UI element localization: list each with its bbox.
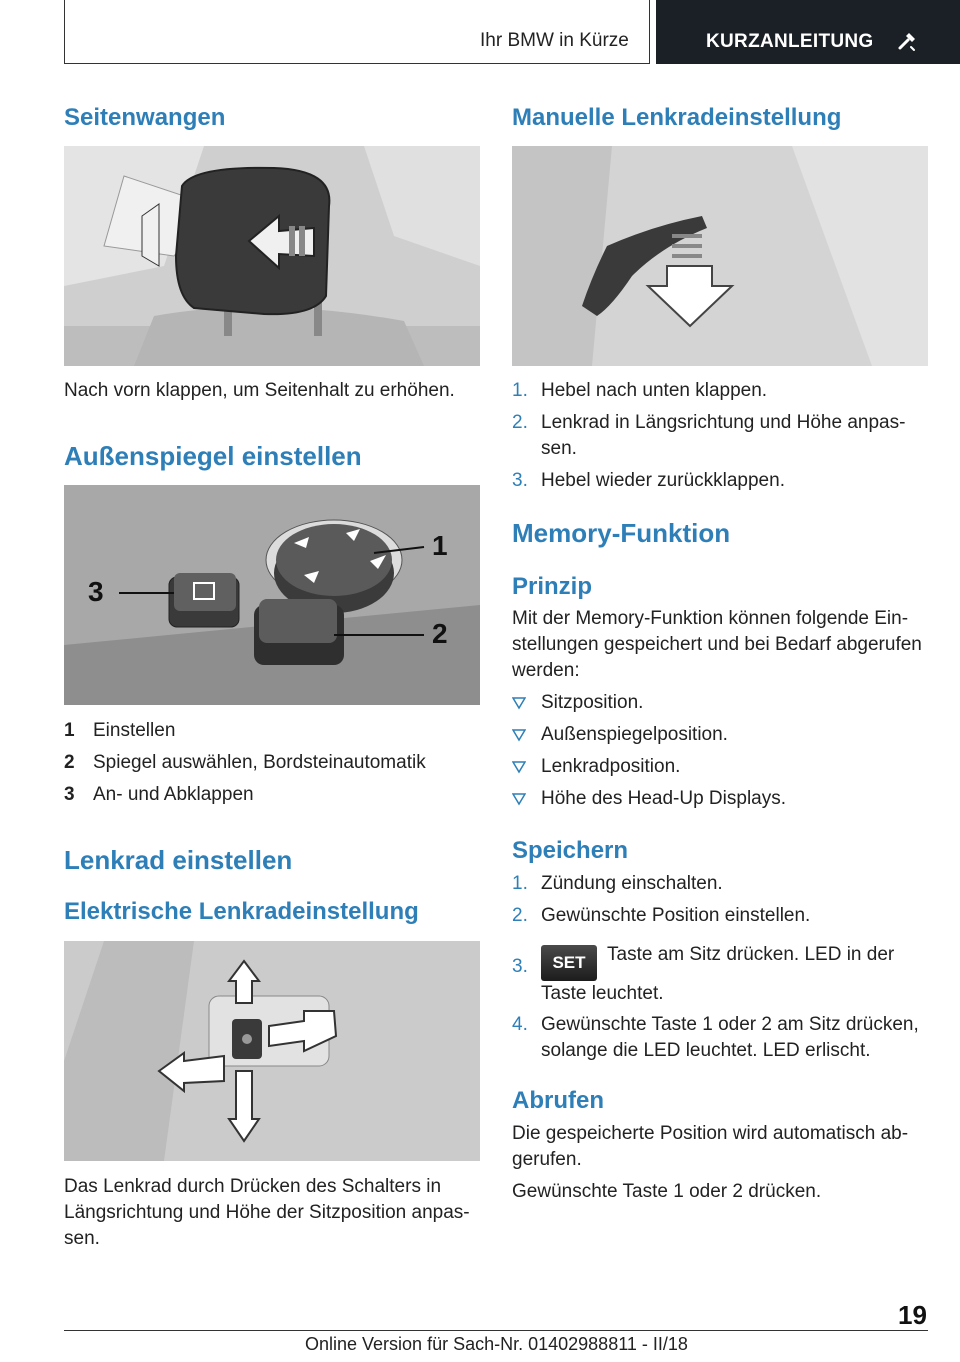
footer-divider xyxy=(64,1330,928,1331)
triangle-bullet-icon xyxy=(512,792,526,806)
step-number: 4. xyxy=(512,1014,528,1035)
heading-lenkrad: Lenkrad einstellen xyxy=(64,845,293,875)
set-button-icon: SET xyxy=(541,945,597,981)
step-text: Taste am Sitz drücken. LED in der Taste leuchtet. xyxy=(541,944,895,1004)
figure-label-2: 2 xyxy=(432,618,448,649)
heading-seitenwangen: Seitenwangen xyxy=(64,104,226,131)
step-number: 1. xyxy=(512,873,528,894)
abrufen-text: Die gespeicherte Position wird automatisch ab‐gerufen. xyxy=(512,1123,909,1170)
step-content xyxy=(541,942,929,1007)
legend-number: 1 xyxy=(64,720,75,741)
abrufen-text-2: Gewünschte Taste 1 oder 2 drücken. xyxy=(512,1181,822,1202)
heading-memory: Memory-Funktion xyxy=(512,518,731,548)
step-text: Zündung einschalten. xyxy=(541,873,723,894)
figure-manuell xyxy=(512,146,928,366)
step-text: Hebel wieder zurückklappen. xyxy=(541,470,785,491)
caption-seitenwangen: Nach vorn klappen, um Seitenhalt zu erhöhen. xyxy=(64,380,455,401)
figure-elektrisch xyxy=(64,941,480,1161)
lever-illustration xyxy=(512,146,928,366)
figure-label-3: 3 xyxy=(88,576,104,607)
step-text: Gewünschte Taste 1 oder 2 am Sitz drücken, solange die LED leuchtet. LED erlischt. xyxy=(541,1014,919,1061)
legend-text: Spiegel auswählen, Bordsteinautomatik xyxy=(93,752,426,773)
legend-number: 3 xyxy=(64,784,75,805)
heading-manuell: Manuelle Lenkradeinstellung xyxy=(512,104,842,131)
legend-text: An- und Abklappen xyxy=(93,784,254,805)
step-text: Lenkrad in Längsrichtung und Höhe anpas‐sen. xyxy=(541,412,906,459)
figure-seitenwangen xyxy=(64,146,480,366)
bullet-text: Lenkradposition. xyxy=(541,756,681,777)
bullet-text: Sitzposition. xyxy=(541,692,644,713)
step-text: Gewünschte Position einstellen. xyxy=(541,905,811,926)
header-section-tab[interactable] xyxy=(656,0,960,64)
heading-elektrisch: Elektrische Lenkradeinstellung xyxy=(64,898,419,925)
wrench-icon xyxy=(896,30,918,52)
mirror-switch-illustration xyxy=(64,485,480,705)
legend-text: Einstellen xyxy=(93,720,176,741)
step-number: 3. xyxy=(512,470,528,491)
step-number: 2. xyxy=(512,412,528,433)
legend-number: 2 xyxy=(64,752,75,773)
headrest-illustration xyxy=(64,146,480,366)
figure-label-1: 1 xyxy=(432,530,448,561)
figure-aussenspiegel xyxy=(64,485,480,705)
step-number: 1. xyxy=(512,380,528,401)
step-text: Hebel nach unten klappen. xyxy=(541,380,768,401)
header-section-label: KURZANLEITUNG xyxy=(706,31,874,52)
page-number: 19 xyxy=(898,1300,927,1330)
header-breadcrumb[interactable]: Ihr BMW in Kürze xyxy=(480,30,629,51)
bullet-text: Höhe des Head-Up Displays. xyxy=(541,788,787,809)
caption-lenkrad: Das Lenkrad durch Drücken des Schalters in Längsrichtung und Höhe der Sitzposition anpas‐sen. xyxy=(64,1176,470,1249)
heading-prinzip: Prinzip xyxy=(512,573,593,600)
bullet-text: Außenspiegelposition. xyxy=(541,724,728,745)
triangle-bullet-icon xyxy=(512,696,526,710)
triangle-bullet-icon xyxy=(512,760,526,774)
heading-abrufen: Abrufen xyxy=(512,1087,604,1114)
triangle-bullet-icon xyxy=(512,728,526,742)
step-number: 2. xyxy=(512,905,528,926)
step-number: 3. xyxy=(512,956,528,977)
steering-switch-illustration xyxy=(64,941,480,1161)
footer-online-version: Online Version für Sach-Nr. 01402988811 - II/18 xyxy=(305,1334,688,1354)
heading-speichern: Speichern xyxy=(512,837,629,864)
heading-aussenspiegel: Außenspiegel einstellen xyxy=(64,441,362,471)
prinzip-text: Mit der Memory-Funktion können folgende Ein‐stellungen gespeichert und bei Bedarf abgerufen werden: xyxy=(512,608,922,681)
